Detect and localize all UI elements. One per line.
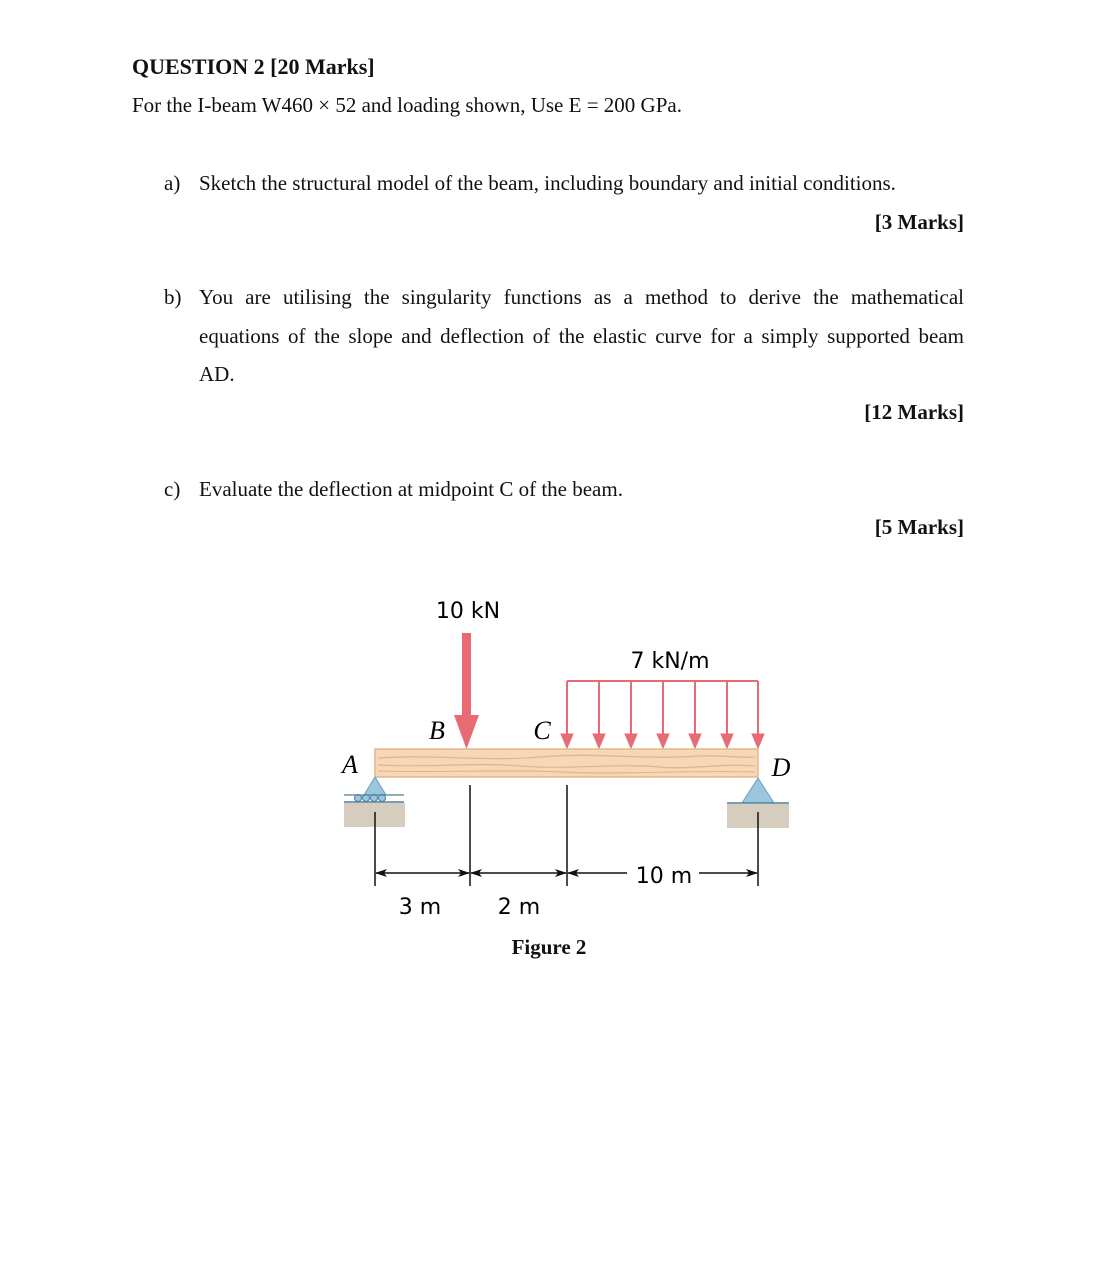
udl-arrow-head [657, 734, 669, 748]
point-load-label: 10 kN [435, 599, 501, 624]
part-b-letter: b) [164, 285, 182, 309]
udl-arrow-head [752, 734, 764, 748]
point-c-label: C [533, 716, 551, 745]
part-c-letter: c) [164, 477, 181, 501]
part-a-letter: a) [164, 171, 181, 195]
point-a-label: A [342, 750, 358, 779]
dim-bc-label: 2 m [497, 895, 541, 920]
point-load-arrow [454, 633, 479, 749]
point-b-label: B [429, 716, 445, 745]
dim-ab-label: 3 m [398, 895, 442, 920]
udl-arrow-head [721, 734, 733, 748]
point-d-label: D [771, 753, 791, 782]
part-a-text: Sketch the structural model of the beam, including boundary and initial conditions. [199, 171, 896, 195]
part-a-marks: [3 Marks] [874, 210, 964, 234]
question-title: QUESTION 2 [20 Marks] [132, 54, 375, 79]
distributed-load-label: 7 kN/m [630, 649, 710, 674]
dim-cd-label: 10 m [635, 864, 693, 889]
beam [375, 749, 758, 777]
part-b-marks: [12 Marks] [864, 400, 964, 424]
udl-arrow-head [561, 734, 573, 748]
dimension-lines [375, 785, 758, 886]
udl-arrow-head [593, 734, 605, 748]
part-c-marks: [5 Marks] [874, 515, 964, 539]
figure-caption: Figure 2 [511, 935, 587, 959]
part-c-text: Evaluate the deflection at midpoint C of the beam. [199, 477, 623, 501]
question-intro: For the I-beam W460 × 52 and loading shown, Use E = 200 GPa. [132, 93, 682, 117]
distributed-load [561, 681, 764, 748]
udl-arrow-head [689, 734, 701, 748]
part-b-line-2: equations of the slope and deflection of the elastic curve for a simply supported beam [199, 324, 964, 348]
part-b-line-3: AD. [199, 362, 235, 386]
udl-arrow-head [625, 734, 637, 748]
part-b-line-1: You are utilising the singularity functions as a method to derive the mathematical [199, 285, 964, 309]
